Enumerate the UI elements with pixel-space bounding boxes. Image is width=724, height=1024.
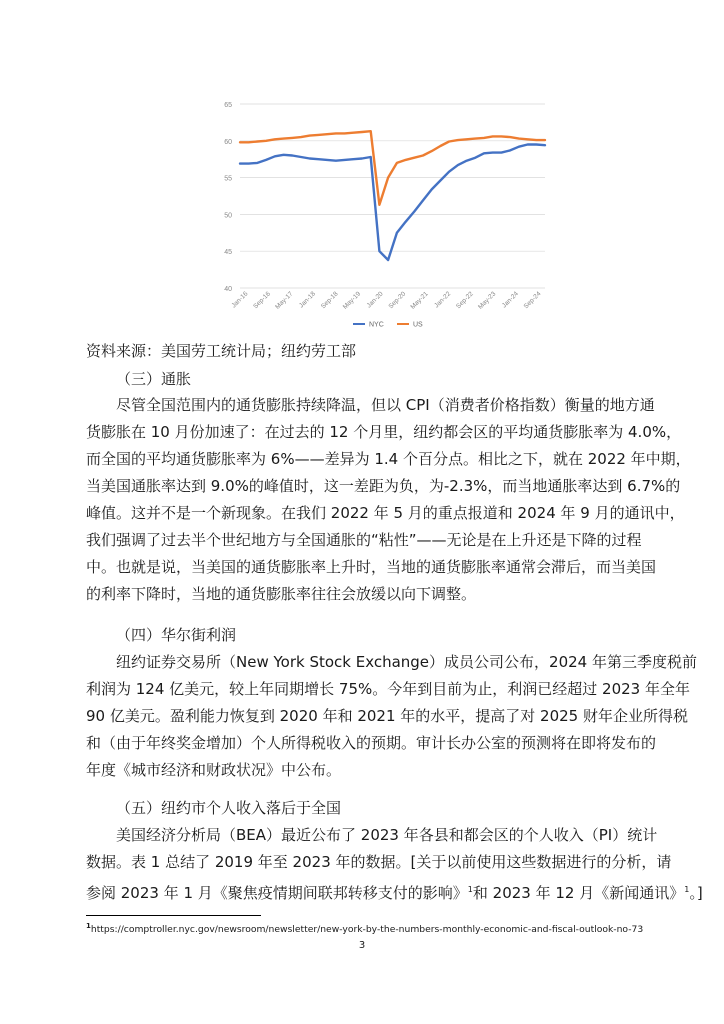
x-tick-label: Jan-22 [433, 290, 453, 310]
paragraph-line [86, 876, 703, 907]
section-3-heading: （三）通胀 [116, 370, 192, 388]
section-3-paragraph [86, 392, 691, 608]
footnote [86, 922, 646, 935]
paragraph-line: 年度《城市经济和财政状况》中公布。 [86, 761, 342, 779]
chart-gridlines [240, 104, 545, 288]
section-5-heading: （五）纽约市个人收入落后于全国 [116, 799, 342, 817]
footnote-link[interactable]: https://comptroller.nyc.gov/newsroom/newsletter/new-york-by-the-numbers-monthly-economic-and-fiscal-outlook-no-73 [90, 924, 644, 936]
x-tick-label: Sep-22 [455, 290, 475, 311]
x-tick-label: Sep-16 [252, 290, 272, 311]
section-4-paragraph [86, 649, 697, 784]
footnote-ref[interactable]: 1 [467, 885, 473, 894]
paragraph-line: 90 亿美元。盈利能力恢复到 2020 年和 2021 年的水平，提高了对 2025 财年企业所得税 [86, 707, 688, 725]
paragraph-line: 利润为 124 亿美元，较上年同期增长 75%。今年到目前为止，利润已经超过 2023 年全年 [86, 680, 690, 698]
paragraph-line: 我们强调了过去半个世纪地方与全国通胀的“粘性”——无论是在上升还是下降的过程 [86, 531, 642, 549]
x-tick-label: May-17 [274, 290, 295, 311]
chart-legend [353, 322, 423, 329]
page-number: 3 [358, 940, 366, 951]
x-tick-label: Jan-20 [365, 290, 385, 310]
legend-label: US [413, 321, 423, 329]
y-axis-ticks [224, 102, 232, 293]
y-tick-label: 55 [224, 175, 232, 183]
paragraph-line-text: 参阅 2023 年 1 月《聚焦疫情期间联邦转移支付的影响》$^1$和 2023 年 12 月《新闻通讯》$^1$。] [86, 884, 703, 902]
y-tick-label: 45 [224, 249, 232, 257]
chart-source-note: 资料来源：美国劳工统计局；纽约劳工部 [86, 342, 357, 360]
paragraph-line: 货膨胀在 10 月份加速了：在过去的 12 个月里，纽约都会区的平均通货膨胀率为 4.0%， [86, 423, 682, 441]
paragraph-line: 数据。表 1 总结了 2019 年至 2023 年的数据。[关于以前使用这些数据进行的分析，请 [86, 853, 672, 871]
y-tick-label: 65 [224, 102, 232, 109]
x-tick-label: Jan-18 [298, 290, 318, 310]
footnote-ref[interactable]: 1 [684, 885, 690, 894]
paragraph-line: 而全国的平均通货膨胀率为 6%——差异为 1.4 个百分点。相比之下，就在 2022 年中期， [86, 450, 691, 468]
x-tick-label: May-23 [477, 290, 498, 311]
series-line-us [240, 131, 545, 205]
paragraph-line: 尽管全国范围内的通货膨胀持续降温，但以 CPI（消费者价格指数）衡量的地方通 [116, 396, 655, 414]
x-tick-label: May-19 [341, 290, 363, 311]
paragraph-line: 峰值。这并不是一个新现象。在我们 2022 年 5 月的重点报道和 2024 年 9 月的通讯中， [86, 504, 685, 522]
x-tick-label: Jan-16 [230, 290, 250, 310]
section-4-heading: （四）华尔街利润 [116, 626, 237, 644]
paragraph-line: 和（由于年终奖金增加）个人所得税收入的预期。审计长办公室的预测将在即将发布的 [86, 734, 657, 752]
legend-label: NYC [369, 321, 384, 329]
x-tick-label: Jan-24 [500, 290, 520, 310]
y-tick-label: 50 [224, 212, 232, 220]
employment-line-chart [205, 92, 555, 337]
footnote-marker: 1 [86, 922, 91, 930]
footnote-divider [86, 915, 261, 916]
paragraph-line: 的利率下降时，当地的通货膨胀率往往会放缓以向下调整。 [86, 585, 477, 603]
x-tick-label: Sep-18 [319, 290, 340, 311]
series-line-nyc [240, 145, 545, 261]
x-axis-ticks [230, 290, 542, 311]
paragraph-line: 纽约证券交易所（New York Stock Exchange）成员公司公布，2024 年第三季度税前 [116, 653, 697, 671]
chart-series-lines [240, 131, 545, 260]
paragraph-line: 当美国通胀率达到 9.0%的峰值时，这一差距为负，为-2.3%，而当地通胀率达到 6.7%的 [86, 477, 681, 495]
x-tick-label: Sep-24 [522, 290, 543, 311]
y-tick-label: 40 [224, 286, 232, 293]
section-5-paragraph [86, 822, 703, 907]
x-tick-label: May-21 [409, 290, 430, 311]
paragraph-line: 中。也就是说，当美国的通货膨胀率上升时，当地的通货膨胀率通常会滞后，而当美国 [86, 558, 657, 576]
y-tick-label: 60 [224, 138, 232, 146]
x-tick-label: Sep-20 [387, 290, 408, 311]
paragraph-line: 美国经济分析局（BEA）最近公布了 2023 年各县和都会区的个人收入（PI）统计 [116, 826, 658, 844]
